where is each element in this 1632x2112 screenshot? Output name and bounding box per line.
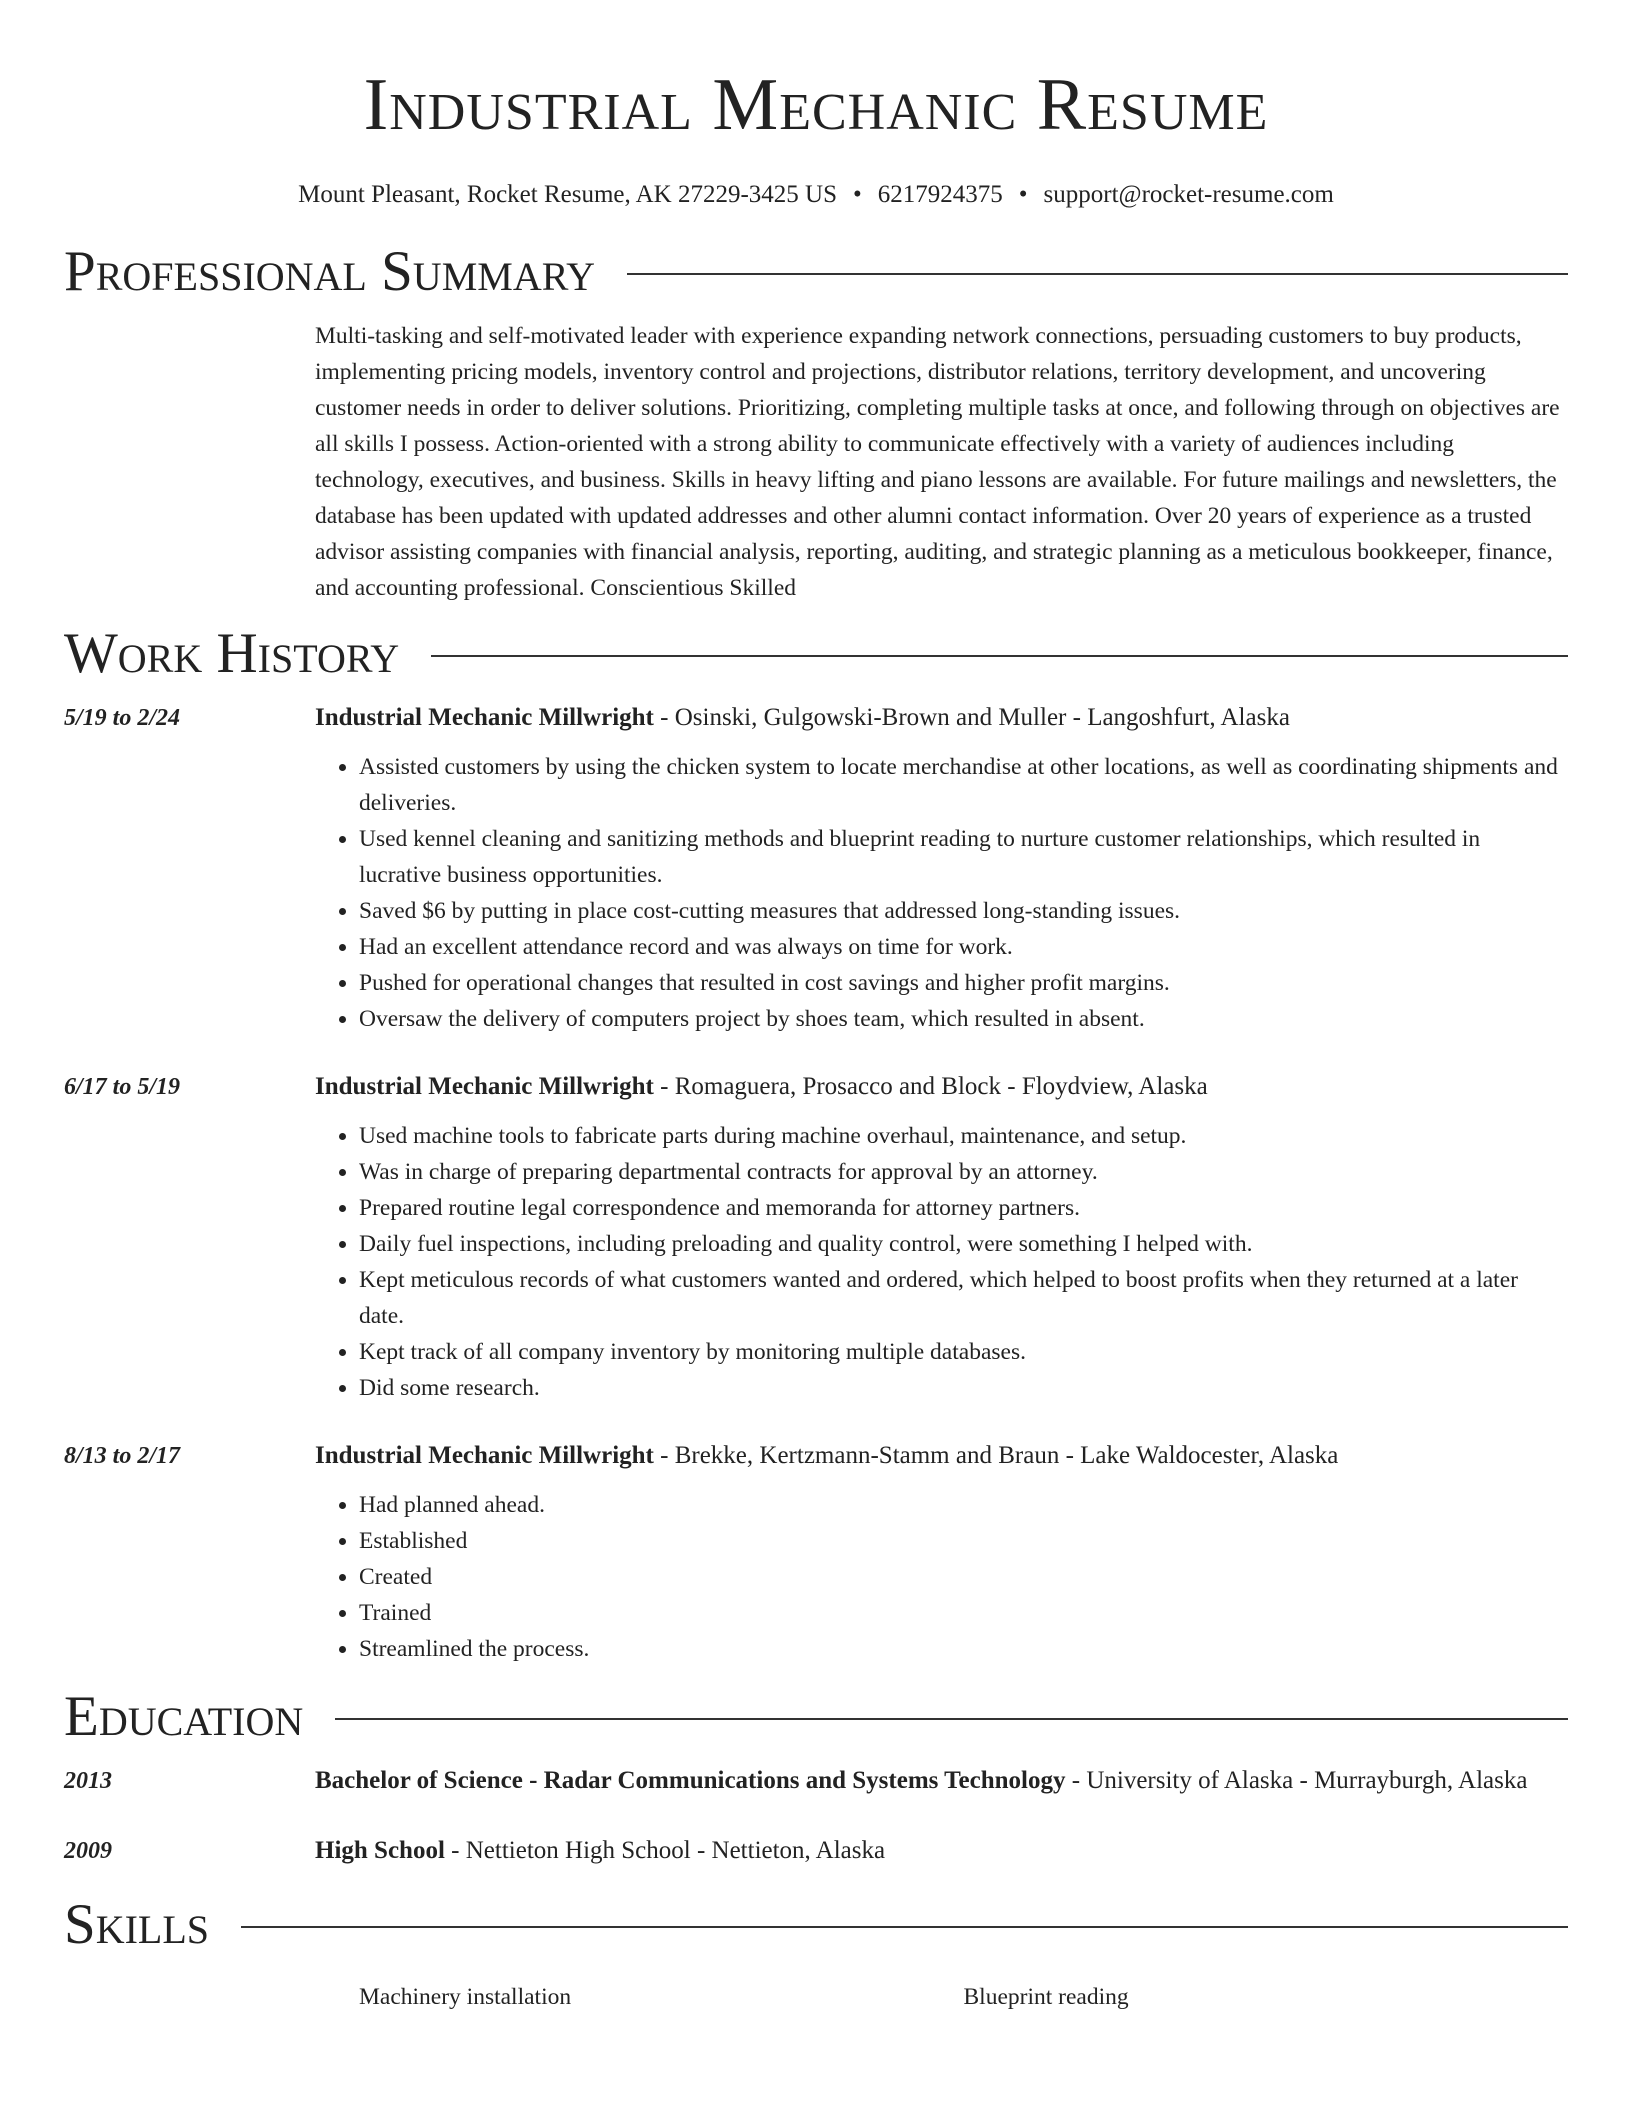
job-heading	[315, 1067, 1568, 1107]
education-detail	[315, 1831, 1568, 1871]
skill-item: Blueprint reading	[963, 1984, 1129, 2010]
job-title: Industrial Mechanic Millwright	[315, 1442, 654, 1469]
duty-item: • Assisted customers by using the chicken system to locate merchandise at other locations, as well as coordinating shipments and deliveries.	[359, 749, 1568, 821]
job-employer: - Osinski, Gulgowski-Brown and Muller - Langoshfurt, Alaska	[653, 704, 1290, 731]
duty-item: • Trained	[359, 1595, 1568, 1631]
duty-item: • Streamlined the process.	[359, 1631, 1568, 1667]
job-dates: 8/13 to 2/17	[64, 1443, 181, 1469]
duty-item: • Had planned ahead.	[359, 1487, 1568, 1523]
education-entry	[64, 1761, 1568, 1801]
job-entry	[64, 1436, 1568, 1667]
degree: Bachelor of Science - Radar Communications and Systems Technology	[315, 1767, 1066, 1794]
duty-item: • Oversaw the delivery of computers project by shoes team, which resulted in absent.	[359, 1001, 1568, 1037]
resume-title: Industrial Mechanic Resume	[363, 64, 1269, 146]
degree: High School	[315, 1837, 445, 1864]
duty-item: • Kept meticulous records of what customers wanted and ordered, which helped to boost profits when they returned at a later date.	[359, 1262, 1568, 1334]
education-year: 2009	[64, 1838, 112, 1864]
skill-item: Machinery installation	[359, 1984, 572, 2010]
section-divider	[241, 1926, 1568, 1928]
contact-separator: •	[1018, 181, 1028, 208]
job-duties	[315, 1487, 1568, 1667]
education-heading: Education	[64, 1685, 304, 1748]
duty-item: • Had an excellent attendance record and was always on time for work.	[359, 929, 1568, 965]
section-divider	[431, 655, 1568, 657]
job-title: Industrial Mechanic Millwright	[315, 704, 654, 731]
duty-item: • Created	[359, 1559, 1568, 1595]
duty-item: • Pushed for operational changes that resulted in cost savings and higher profit margins.	[359, 965, 1568, 1001]
job-dates: 6/17 to 5/19	[64, 1074, 181, 1100]
job-dates: 5/19 to 2/24	[64, 705, 181, 731]
job-title: Industrial Mechanic Millwright	[315, 1073, 654, 1100]
school: - Nettieton High School - Nettieton, Alaska	[444, 1837, 886, 1864]
duty-item: • Used kennel cleaning and sanitizing methods and blueprint reading to nurture customer relationships, which resulted in lucrative business opportunities.	[359, 821, 1568, 893]
job-duties	[315, 749, 1568, 1037]
section-divider	[335, 1718, 1568, 1720]
job-employer: - Romaguera, Prosacco and Block - Floydview, Alaska	[653, 1073, 1208, 1100]
duty-item: • Used machine tools to fabricate parts during machine overhaul, maintenance, and setup.	[359, 1118, 1568, 1154]
job-entry	[64, 1067, 1568, 1406]
job-heading	[315, 1436, 1568, 1476]
job-entry	[64, 698, 1568, 1037]
duty-item: • Daily fuel inspections, including preloading and quality control, were something I helped with.	[359, 1226, 1568, 1262]
duty-item: • Did some research.	[359, 1370, 1568, 1406]
skills-heading: Skills	[64, 1893, 210, 1956]
duty-item: • Prepared routine legal correspondence and memoranda for attorney partners.	[359, 1190, 1568, 1226]
education-year: 2013	[64, 1768, 112, 1794]
education-detail	[315, 1761, 1568, 1801]
address: Mount Pleasant, Rocket Resume, AK 27229-3425 US	[298, 181, 838, 208]
phone: 6217924375	[877, 181, 1003, 208]
duty-item: • Kept track of all company inventory by monitoring multiple databases.	[359, 1334, 1568, 1370]
education-entry	[64, 1831, 1568, 1871]
skills-list	[315, 1979, 1568, 2015]
skills-section-header	[64, 1893, 1568, 1957]
summary-heading: Professional Summary	[64, 240, 596, 303]
email-link[interactable]: support@rocket-resume.com	[1043, 181, 1334, 208]
job-heading	[315, 698, 1568, 738]
summary-section-header	[64, 240, 1568, 304]
contact-separator: •	[853, 181, 862, 208]
work-section-header	[64, 622, 1568, 686]
work-heading: Work History	[64, 622, 400, 685]
school: - University of Alaska - Murrayburgh, Alaska	[1065, 1767, 1528, 1794]
summary-text: Multi-tasking and self-motivated leader with experience expanding network connections, persuading customers to buy products, implementing pricing models, inventory control and projections, distributor relations, territory development, and uncovering customer needs in order to deliver solutions. Prioritizing, completing multiple tasks at once, and following through on objectives are all skills I possess. Action-oriented with a strong ability to communicate effectively with a variety of audiences including technology, executives, and business. Skills in heavy lifting and piano lessons are available. For future mailings and newsletters, the database has been updated with updated addresses and other alumni contact information. Over 20 years of experience as a trusted advisor assisting companies with financial analysis, reporting, auditing, and strategic planning as a meticulous bookkeeper, finance, and accounting professional. Conscientious Skilled	[315, 323, 1560, 601]
duty-item: • Was in charge of preparing departmental contracts for approval by an attorney.	[359, 1154, 1568, 1190]
section-divider	[627, 273, 1568, 275]
job-duties	[315, 1118, 1568, 1406]
education-section-header	[64, 1685, 1568, 1749]
job-employer: - Brekke, Kertzmann-Stamm and Braun - Lake Waldocester, Alaska	[653, 1442, 1339, 1469]
contact-line	[64, 180, 1568, 210]
duty-item: • Established	[359, 1523, 1568, 1559]
duty-item: • Saved $6 by putting in place cost-cutting measures that addressed long-standing issues.	[359, 893, 1568, 929]
